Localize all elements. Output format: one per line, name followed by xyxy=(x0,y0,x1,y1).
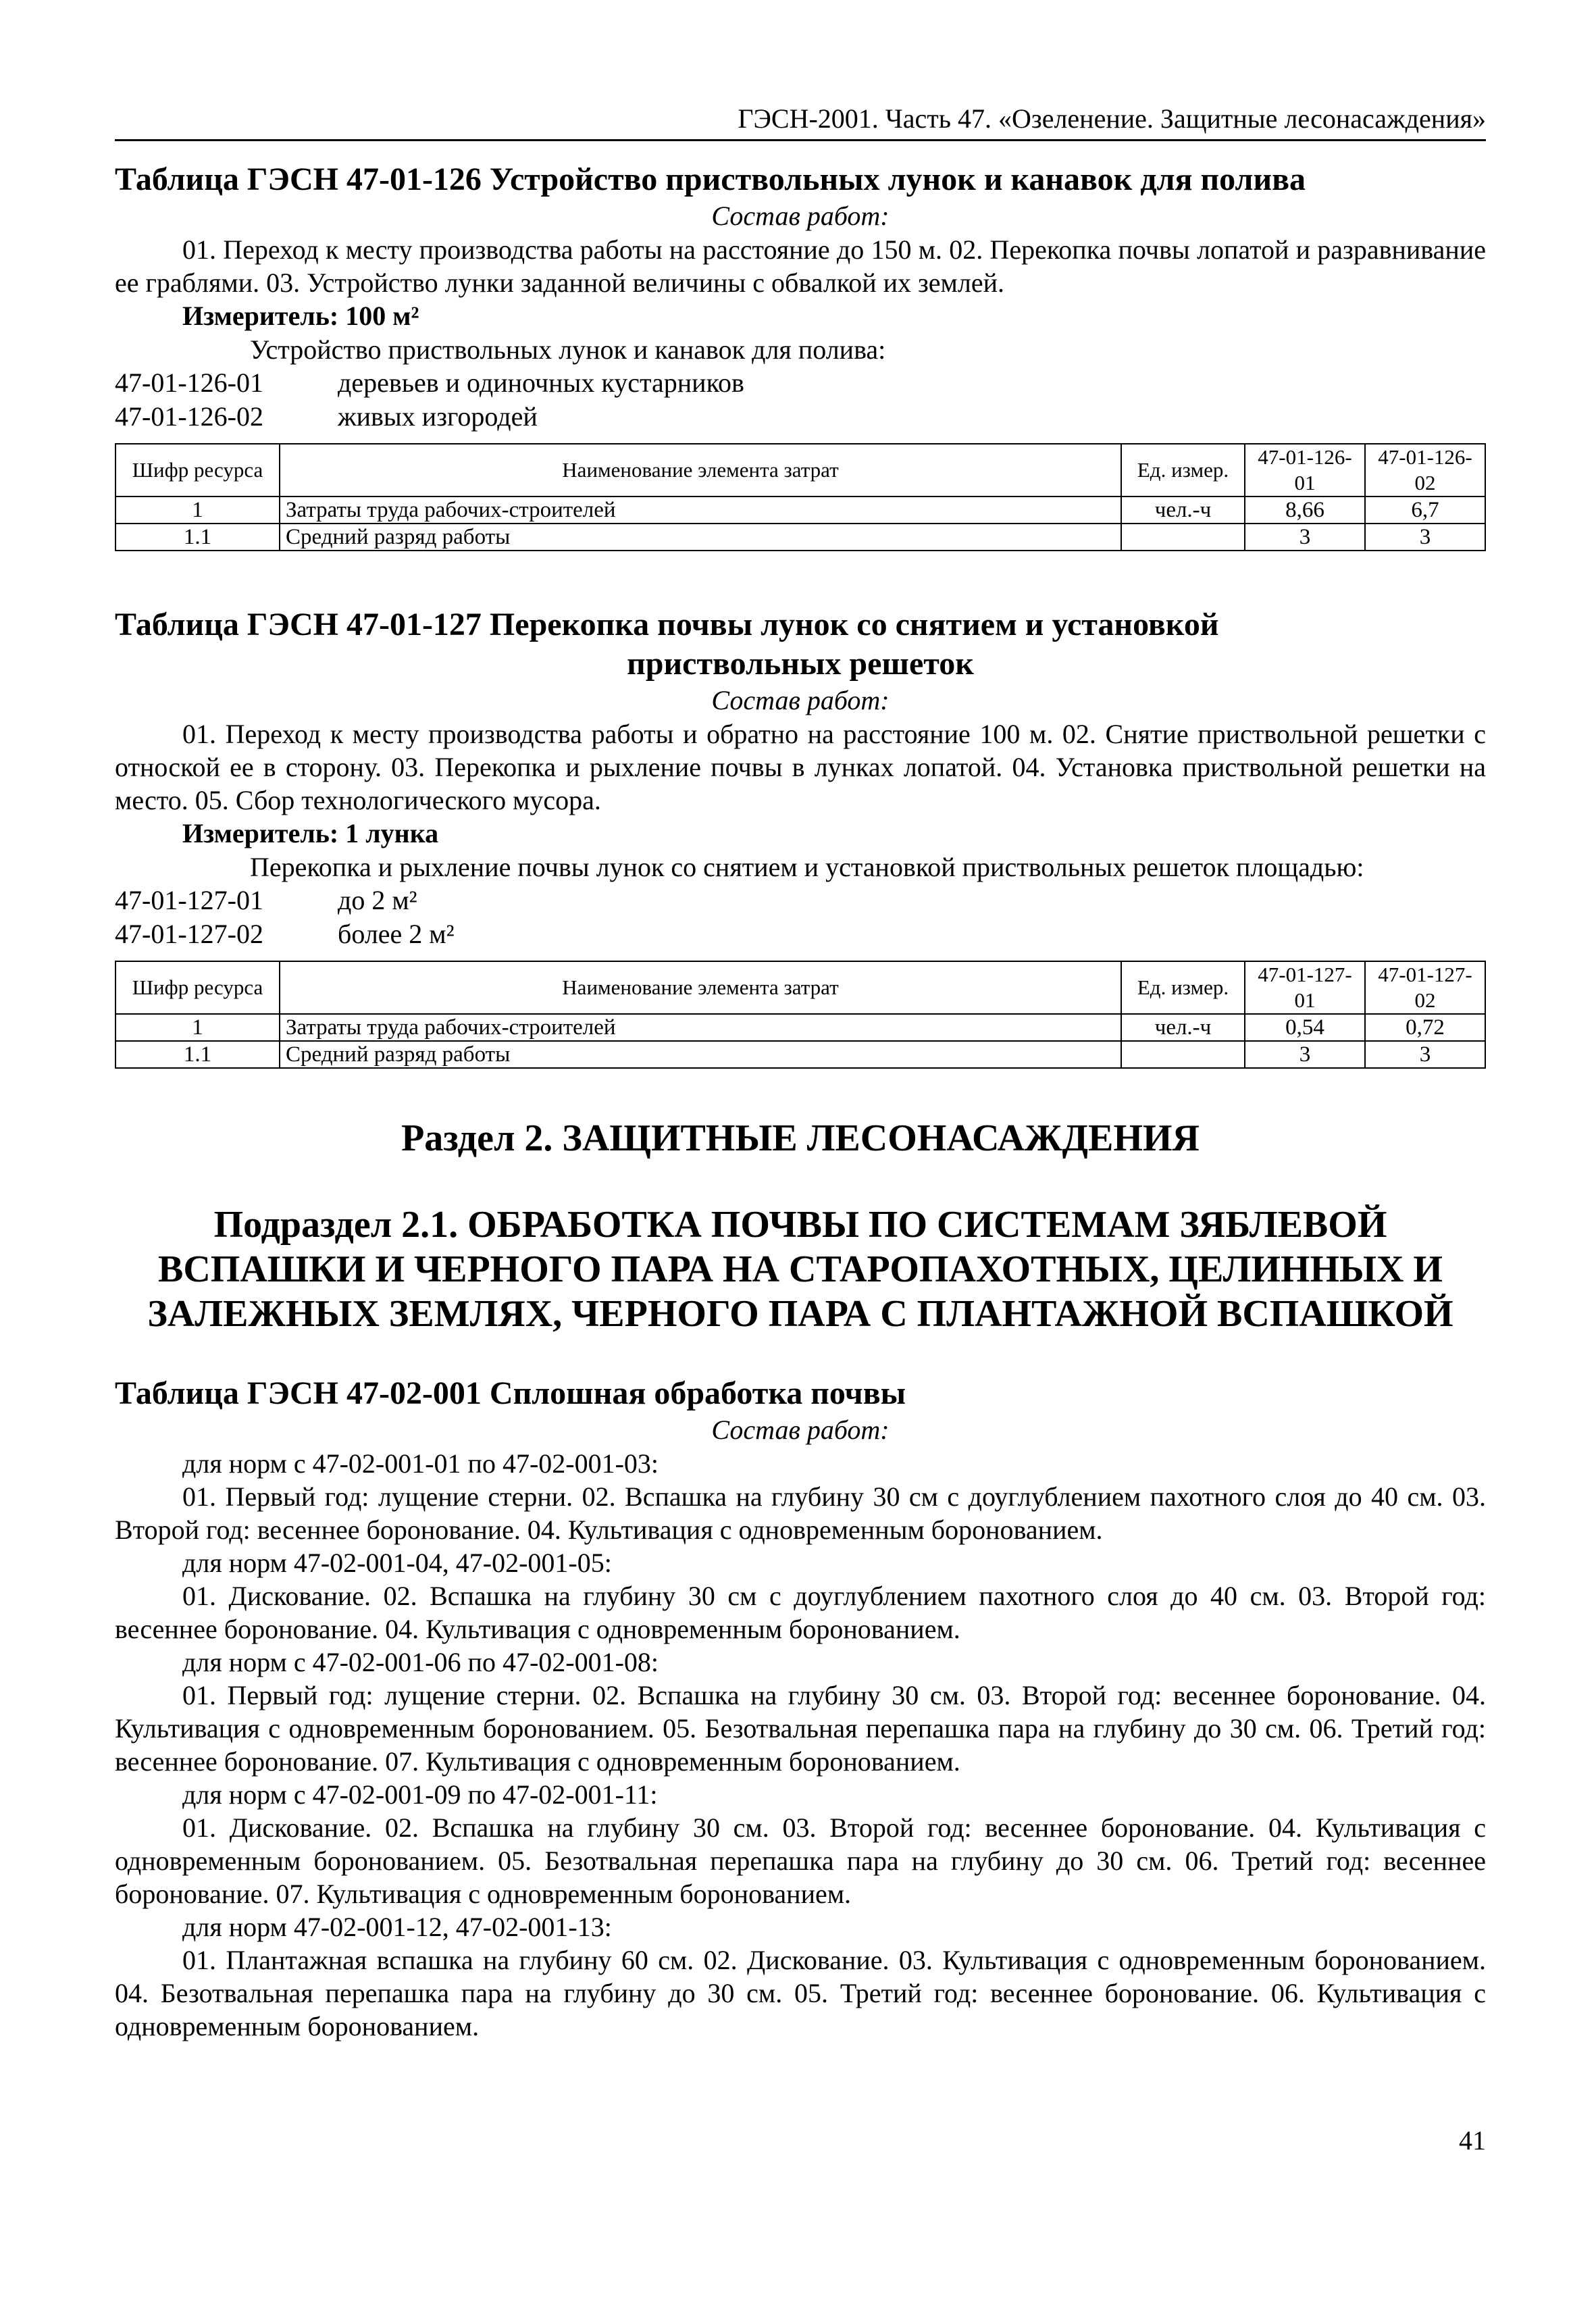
cell-name: Затраты труда рабочих-строителей xyxy=(280,1014,1121,1041)
document-page xyxy=(115,101,1486,2043)
norm-code: 47-01-127-02 xyxy=(115,919,263,949)
norm-desc: более 2 м² xyxy=(338,919,455,949)
table-127-title: Таблица ГЭСН 47-01-127 Перекопка почвы лунок со снятием и установкой xyxy=(115,607,1219,642)
measure-unit: Измеритель: 100 м² xyxy=(182,301,419,331)
cell-name: Затраты труда рабочих-строителей xyxy=(280,497,1121,524)
cell-code: 1 xyxy=(115,497,280,524)
resource-table xyxy=(115,443,1486,551)
th-name: Наименование элемента затрат xyxy=(280,961,1121,1014)
cell-unit xyxy=(1121,1041,1245,1068)
th-norm: 47-01-126-01 xyxy=(1245,444,1365,497)
norm-intro: Устройство приствольных лунок и канавок для полива: xyxy=(250,334,886,365)
work-description: 01. Плантажная вспашка на глубину 60 см. 02. Дискование. 03. Культивация с одновременным боронованием. 04. Безотвальная перепашка пара на глубину до 30 см. 05. Третий год: весеннее боронование. 06. Культивация с одновременным боронованием. xyxy=(115,1945,1486,2041)
table-126-title: Таблица ГЭСН 47-01-126 Устройство приствольных лунок и канавок для полива xyxy=(115,161,1306,197)
sostav-label: Состав работ: xyxy=(711,685,890,715)
norm-range: для норм 47-02-001-04, 47-02-001-05: xyxy=(182,1548,612,1578)
norm-desc: деревьев и одиночных кустарников xyxy=(338,367,744,398)
work-description: 01. Переход к месту производства работы на расстояние до 150 м. 02. Перекопка почвы лопатой и разравнивание ее граблями. 03. Устройство лунки заданной величины с обвалкой их землей. xyxy=(115,234,1486,298)
table-001-title: Таблица ГЭСН 47-02-001 Сплошная обработка почвы xyxy=(115,1375,906,1411)
work-description: 01. Дискование. 02. Вспашка на глубину 30 см с доуглублением пахотного слоя до 40 см. 03. Второй год: весеннее боронование. 04. Культивация с одновременным боронованием. xyxy=(115,1581,1486,1644)
cell-unit xyxy=(1121,524,1245,551)
sostav-label: Состав работ: xyxy=(711,201,890,231)
cell-code: 1.1 xyxy=(115,524,280,551)
work-description: 01. Первый год: лущение стерни. 02. Вспашка на глубину 30 см с доуглублением пахотного слоя до 40 см. 03. Второй год: весеннее боронование. 04. Культивация с одновременным боронованием. xyxy=(115,1481,1486,1545)
norm-range: для норм с 47-02-001-06 по 47-02-001-08: xyxy=(182,1647,659,1677)
norm-desc: живых изгородей xyxy=(338,401,538,432)
cell-value: 0,72 xyxy=(1365,1014,1485,1041)
cell-value: 3 xyxy=(1365,1041,1485,1068)
section-heading: Раздел 2. ЗАЩИТНЫЕ ЛЕСОНАСАЖДЕНИЯ xyxy=(401,1117,1200,1159)
page-number: 41 xyxy=(1459,2125,1486,2156)
norm-intro: Перекопка и рыхление почвы лунок со снятием и установкой приствольных решеток площадью: xyxy=(250,852,1364,882)
cell-value: 3 xyxy=(1245,524,1365,551)
work-description: 01. Первый год: лущение стерни. 02. Вспашка на глубину 30 см. 03. Второй год: весеннее боронование. 04. Культивация с одновременным боронованием. 05. Безотвальная перепашка пара на глубину до 30 см. 06. Третий год: весеннее боронование. 07. Культивация с одновременным боронованием. xyxy=(115,1680,1486,1777)
cell-name: Средний разряд работы xyxy=(280,1041,1121,1068)
table-127-title-cont: приствольных решеток xyxy=(627,646,974,682)
norm-codes xyxy=(115,884,1486,951)
work-description: 01. Дискование. 02. Вспашка на глубину 30 см. 03. Второй год: весеннее боронование. 04. Культивация с одновременным боронованием. 05. Безотвальная перепашка пара на глубину до 30 см. 06. Третий год: весеннее боронование. 07. Культивация с одновременным боронованием. xyxy=(115,1812,1486,1909)
th-code: Шифр ресурса xyxy=(115,961,280,1014)
table-row xyxy=(115,1041,1485,1068)
cell-code: 1 xyxy=(115,1014,280,1041)
measure-unit: Измеритель: 1 лунка xyxy=(182,818,439,848)
cell-value: 3 xyxy=(1245,1041,1365,1068)
table-row xyxy=(115,1014,1485,1041)
table-001-block xyxy=(115,1374,1486,2043)
cell-unit: чел.-ч xyxy=(1121,1014,1245,1041)
resource-table xyxy=(115,961,1486,1069)
cell-value: 0,54 xyxy=(1245,1014,1365,1041)
table-126-block xyxy=(115,160,1486,551)
th-name: Наименование элемента затрат xyxy=(280,444,1121,497)
cell-name: Средний разряд работы xyxy=(280,524,1121,551)
th-unit: Ед. измер. xyxy=(1121,961,1245,1014)
sostav-label: Состав работ: xyxy=(711,1415,890,1445)
th-norm: 47-01-127-02 xyxy=(1365,961,1485,1014)
norm-code: 47-01-126-02 xyxy=(115,401,263,432)
cell-value: 8,66 xyxy=(1245,497,1365,524)
cell-code: 1.1 xyxy=(115,1041,280,1068)
cell-value: 3 xyxy=(1365,524,1485,551)
norm-range: для норм 47-02-001-12, 47-02-001-13: xyxy=(182,1912,612,1942)
table-row xyxy=(115,524,1485,551)
running-header: ГЭСН-2001. Часть 47. «Озеленение. Защитные лесонасаждения» xyxy=(115,101,1486,141)
th-code: Шифр ресурса xyxy=(115,444,280,497)
cell-value: 6,7 xyxy=(1365,497,1485,524)
norm-code: 47-01-126-01 xyxy=(115,367,263,398)
norm-range: для норм с 47-02-001-01 по 47-02-001-03: xyxy=(182,1448,659,1479)
norm-code: 47-01-127-01 xyxy=(115,885,263,915)
norm-codes xyxy=(115,366,1486,434)
norm-desc: до 2 м² xyxy=(338,885,417,915)
cell-unit: чел.-ч xyxy=(1121,497,1245,524)
work-description: 01. Переход к месту производства работы и обратно на расстояние 100 м. 02. Снятие приствольной решетки с отноской ее в сторону. 03. Перекопка и рыхление почвы в лунках лопатой. 04. Установка приствольной решетки на место. 05. Сбор технологического мусора. xyxy=(115,719,1486,815)
th-norm: 47-01-127-01 xyxy=(1245,961,1365,1014)
norm-range: для норм с 47-02-001-09 по 47-02-001-11: xyxy=(182,1779,658,1810)
table-row xyxy=(115,497,1485,524)
th-unit: Ед. измер. xyxy=(1121,444,1245,497)
subsection-heading: Подраздел 2.1. ОБРАБОТКА ПОЧВЫ ПО СИСТЕМАМ ЗЯБЛЕВОЙ ВСПАШКИ И ЧЕРНОГО ПАРА НА СТАРОПАХОТНЫХ, ЦЕЛИННЫХ И ЗАЛЕЖНЫХ ЗЕМЛЯХ, ЧЕРНОГО ПАРА С ПЛАНТАЖНОЙ ВСПАШКОЙ xyxy=(147,1204,1453,1335)
table-127-block xyxy=(115,605,1486,1069)
th-norm: 47-01-126-02 xyxy=(1365,444,1485,497)
